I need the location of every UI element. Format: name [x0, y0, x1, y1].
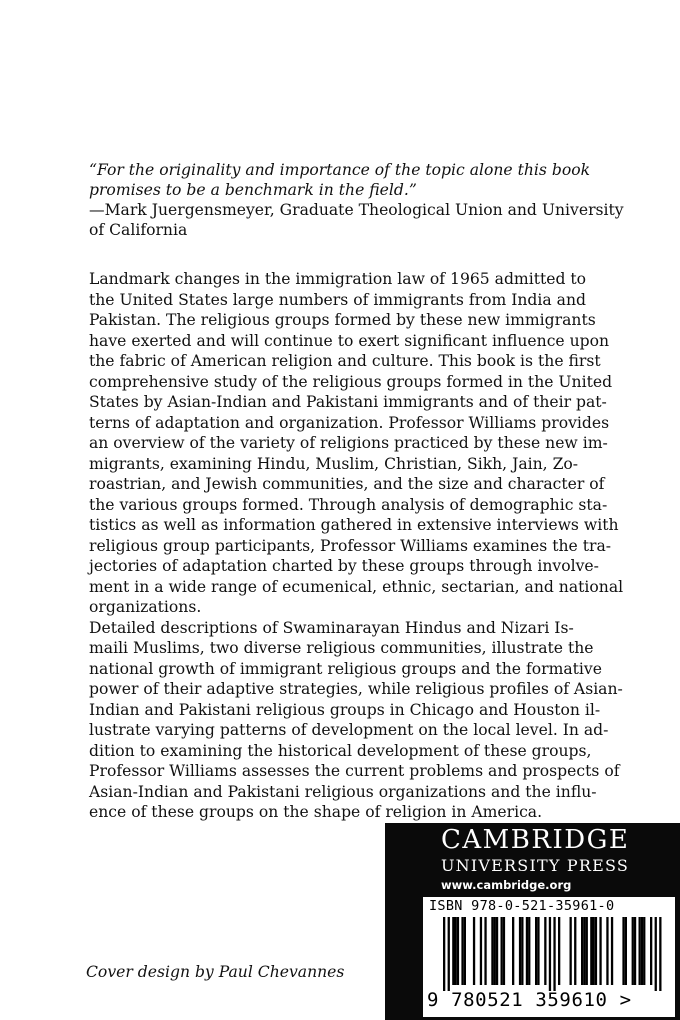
barcode-bar — [443, 917, 445, 991]
barcode-bar — [632, 917, 634, 985]
publisher-subtitle: UNIVERSITY PRESS — [441, 856, 630, 875]
barcode-bar — [519, 917, 521, 985]
barcode-bar — [448, 917, 450, 991]
barcode-bar — [599, 917, 601, 985]
isbn-label: ISBN 978-0-521-35961-0 — [429, 898, 615, 914]
cover-design-credit: Cover design by Paul Chevannes — [86, 963, 345, 981]
barcode-bar — [528, 917, 530, 985]
description-paragraph-2: Detailed descriptions of Swaminarayan Hindus and Nizari Is- maili Muslims, two diverse religious communities, illustrate the national growth of immigrant religious groups and the formative power of their adaptive strategies, while religious profiles of Asian- Indian and Pakistani religious groups in Chicago and Houston il- lustrate varying patterns of development on the local level. In ad- dition to examining the historical development of these groups, Professor Williams assesses the current problems and prospects of Asian-Indian and Pakistani religious organizations and the influ- ence of these groups on the shape of religion in America. — [89, 618, 623, 821]
barcode-bar — [634, 917, 636, 985]
barcode-bar — [494, 917, 496, 985]
barcode-bar — [491, 917, 493, 985]
barcode-bar — [512, 917, 514, 985]
barcode-bar — [480, 917, 482, 985]
barcode-bar — [496, 917, 498, 985]
barcode-bar — [593, 917, 595, 985]
barcode-bar — [650, 917, 652, 985]
barcode-bar — [581, 917, 583, 985]
barcode-bar — [549, 917, 551, 991]
barcode-bar — [625, 917, 627, 985]
quote-text: “For the originality and importance of the topic alone this book promises to be a benchmark in the field.” — [89, 161, 591, 199]
description-paragraph-1: Landmark changes in the immigration law of 1965 admitted to the United States large numbers of immigrants from India and Pakistan. The religious groups formed by these new immigrants have exerted and will continue to exert significant influence upon the fabric of American religion and culture. This book is the first comprehensive study of the religious groups formed in the United States by Asian-Indian and Pakistani immigrants and of their pat- terns of adaptation and organization. Professor Williams provides an overview of the variety of religions practiced by these new im- migrants, examining Hindu, Muslim, Christian, Sikh, Jain, Zo- roastrian, and Jewish communities, and the size and character of the various groups formed. Through analysis of demographic sta- tistics as well as information gathered in extensive interviews with religious group participants, Professor Williams examines the tra- jectories of adaptation charted by these groups through involve- ment in a wide range of ecumenical, ethnic, sectarian, and national organizations. — [89, 270, 624, 616]
barcode-bar — [583, 917, 585, 985]
barcode-bar — [535, 917, 537, 985]
barcode-bar — [611, 917, 613, 985]
barcode-bar — [484, 917, 486, 985]
barcode-bar — [553, 917, 555, 991]
barcode-bar — [464, 917, 466, 985]
publisher-name: CAMBRIDGE — [441, 825, 630, 855]
barcode-bar — [655, 917, 657, 991]
barcode-bar — [452, 917, 454, 985]
barcode-bar — [521, 917, 523, 985]
barcode-bar — [659, 917, 661, 991]
barcode-bar — [641, 917, 643, 985]
barcode-bar — [473, 917, 475, 985]
barcode-box — [423, 897, 675, 1017]
barcode-bar — [606, 917, 608, 985]
endorsement-quote — [89, 160, 649, 240]
barcode-bar — [526, 917, 528, 985]
quote-attribution: —Mark Juergensmeyer, Graduate Theological Union and University of California — [89, 201, 624, 239]
barcode-bar — [574, 917, 576, 985]
publisher-url[interactable]: www.cambridge.org — [441, 878, 572, 892]
barcode-bar — [639, 917, 641, 985]
barcode-bar — [503, 917, 505, 985]
publisher-panel — [385, 823, 680, 1020]
barcode-bar — [558, 917, 560, 985]
book-description — [89, 269, 645, 823]
barcode-bar — [457, 917, 459, 985]
barcode-bar — [586, 917, 588, 985]
barcode-image — [429, 917, 669, 991]
barcode-digits: 9 780521 359610 > — [427, 989, 632, 1011]
barcode-bar — [590, 917, 592, 985]
barcode-bar — [570, 917, 572, 985]
barcode-bar — [643, 917, 645, 985]
barcode-bar — [537, 917, 539, 985]
barcode-bar — [622, 917, 624, 985]
barcode-bar — [595, 917, 597, 985]
barcode-bar — [455, 917, 457, 985]
barcode-bar — [501, 917, 503, 985]
barcode-bar — [544, 917, 546, 985]
barcode-bar — [461, 917, 463, 985]
